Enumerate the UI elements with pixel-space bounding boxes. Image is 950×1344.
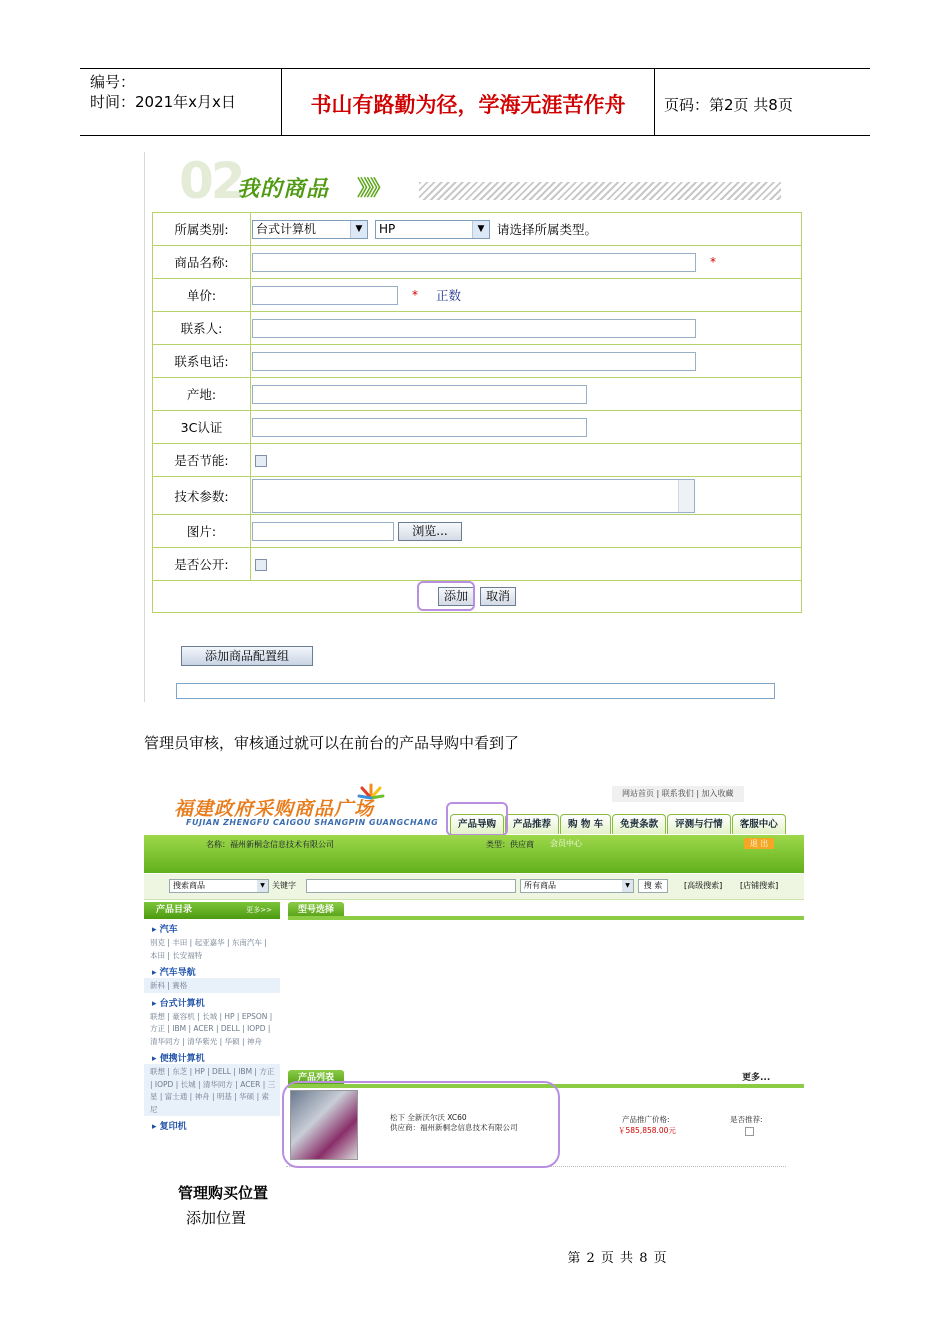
paragraph-review: 管理员审核，审核通过就可以在前台的产品导购中看到了 xyxy=(144,734,520,752)
tab-cart[interactable]: 购 物 车 xyxy=(560,814,611,834)
tab-review[interactable]: 评测与行情 xyxy=(667,814,731,834)
tab-service[interactable]: 客服中心 xyxy=(732,814,786,834)
spec-label: 技术参数: xyxy=(153,477,251,515)
page-footer: 第 2 页 共 8 页 xyxy=(567,1251,668,1266)
contact-label: 联系人: xyxy=(153,312,251,345)
page-header xyxy=(80,68,870,136)
category-items[interactable]: 联想 | 豪容机 | 长城 | HP | EPSON | 方正 | IBM | ACER | DELL | IOPD | 清华同方 | 清华紫光 | 华硕 | 神舟 xyxy=(150,1011,273,1046)
image-label: 图片: xyxy=(153,515,251,548)
recommend-checkbox[interactable] xyxy=(745,1127,754,1136)
product-form-screenshot xyxy=(144,152,804,702)
category-copiers[interactable]: ▸ 复印机 xyxy=(152,1122,187,1132)
category-hint: 请选择所属类型。 xyxy=(496,222,597,237)
member-center-link[interactable]: 会员中心 xyxy=(550,839,582,848)
search-button[interactable]: 搜 索 xyxy=(638,879,668,893)
category-label: 所属类别: xyxy=(153,213,251,246)
required-mark: * xyxy=(412,288,418,302)
category-cars[interactable]: ▸ 汽车 xyxy=(152,925,178,935)
banner-hatch xyxy=(419,182,781,200)
recommend-label: 是否推荐: xyxy=(730,1115,763,1124)
shop-search-link[interactable]: [店铺搜索] xyxy=(740,881,779,890)
product-title[interactable]: 松下 全新沃尔沃 XC60 xyxy=(390,1113,467,1122)
brand-select[interactable]: HP ▼ xyxy=(375,220,490,239)
price-label: 产品推广价格: xyxy=(622,1115,670,1124)
tab-product-guide[interactable]: 产品导购 xyxy=(450,814,504,834)
user-bar xyxy=(144,835,804,873)
chevron-down-icon: ▼ xyxy=(350,221,367,238)
form-actions xyxy=(153,581,802,613)
public-label: 是否公开: xyxy=(153,548,251,581)
origin-input[interactable] xyxy=(252,385,587,404)
site-logo-en: FUJIAN ZHENGFU CAIGOU SHANGPIN GUANGCHANG xyxy=(186,818,439,827)
sidebar-more-link[interactable]: 更多>> xyxy=(246,906,272,914)
banner-title: 我的商品 xyxy=(237,177,330,202)
section-subtitle: 添加位置 xyxy=(186,1209,247,1227)
category-items[interactable]: 联想 | 东芝 | HP | DELL | IBM | 方正 | IOPD | 长城 | 清华同方 | ACER | 三星 | 富士通 | 神舟 | 明基 | 华硕 | 索尼 xyxy=(144,1064,280,1116)
cancel-button[interactable]: 取消 xyxy=(480,587,516,606)
add-config-group-button[interactable]: 添加商品配置组 xyxy=(181,646,313,666)
tab-disclaimer[interactable]: 免责条款 xyxy=(612,814,666,834)
product-name-label: 商品名称: xyxy=(153,246,251,279)
sidebar-title: 产品目录 更多>> xyxy=(144,902,280,919)
price-hint: 正数 xyxy=(436,288,462,303)
banner-arrows-icon: 》》》 xyxy=(357,176,387,200)
header-page-info: 页码：第2页 共8页 xyxy=(664,95,793,114)
sun-logo-icon xyxy=(356,782,386,812)
required-mark: * xyxy=(710,255,716,269)
product-highlight xyxy=(282,1081,560,1168)
product-price: ￥585,858.00元 xyxy=(618,1126,676,1135)
scrollbar[interactable] xyxy=(678,480,694,512)
product-supplier: 供应商：福州新桐念信息技术有限公司 xyxy=(390,1123,518,1132)
user-type: 类型：供应商 xyxy=(486,840,534,849)
contact-input[interactable] xyxy=(252,319,696,338)
logout-button[interactable]: 退 出 xyxy=(744,838,774,849)
header-motto: 书山有路勤为径，学海无涯苦作舟 xyxy=(282,69,655,135)
image-path-input[interactable] xyxy=(252,522,394,541)
browse-button[interactable]: 浏览... xyxy=(398,522,462,541)
energy-checkbox[interactable] xyxy=(255,455,267,467)
product-form xyxy=(152,212,802,613)
tab-recommend[interactable]: 产品推荐 xyxy=(505,814,559,834)
phone-label: 联系电话: xyxy=(153,345,251,378)
product-scope-select[interactable]: 所有商品 ▼ xyxy=(520,879,634,893)
product-catalog-sidebar xyxy=(144,902,280,1172)
cert-input[interactable] xyxy=(252,418,587,437)
origin-label: 产地: xyxy=(153,378,251,411)
chevron-down-icon: ▼ xyxy=(257,880,268,892)
site-logo[interactable]: 福建政府采购商品广场 xyxy=(174,798,375,820)
user-name: 名称：福州新桐念信息技术有限公司 xyxy=(206,840,334,849)
keyword-label: 关键字 xyxy=(272,881,296,890)
banner-number: 02 xyxy=(179,152,243,210)
portal-screenshot xyxy=(144,780,804,1172)
more-link[interactable]: 更多... xyxy=(742,1073,771,1083)
category-select[interactable]: 台式计算机 ▼ xyxy=(252,220,368,239)
category-desktops[interactable]: ▸ 台式计算机 xyxy=(152,998,205,1009)
search-bar xyxy=(144,874,804,900)
spec-textarea[interactable] xyxy=(252,479,695,513)
category-items[interactable]: 别克 | 丰田 | 起亚嘉华 | 东南汽车 | 本田 | 长安福特 xyxy=(150,938,267,960)
add-button-highlight xyxy=(417,581,475,611)
cert-label: 3C认证 xyxy=(153,411,251,444)
phone-input[interactable] xyxy=(252,352,696,371)
config-group-box xyxy=(176,683,775,699)
add-button[interactable]: 添加 xyxy=(438,587,474,606)
top-links[interactable]: 网站首页 | 联系我们 | 加入收藏 xyxy=(612,786,744,802)
price-input[interactable] xyxy=(252,286,398,305)
search-type-select[interactable]: 搜索商品 ▼ xyxy=(169,879,269,893)
public-checkbox[interactable] xyxy=(255,559,267,571)
category-items[interactable]: 新科 | 赛格 xyxy=(144,978,280,993)
section-model-select: 型号选择 xyxy=(288,902,344,918)
tab-highlight xyxy=(446,802,508,836)
time-label: 时间：2021年x月x日 xyxy=(90,93,236,111)
price-label: 单价: xyxy=(153,279,251,312)
number-label: 编号： xyxy=(90,73,136,91)
product-name-input[interactable] xyxy=(252,253,696,272)
advanced-search-link[interactable]: [高级搜索] xyxy=(684,881,723,890)
keyword-input[interactable] xyxy=(306,879,516,893)
energy-label: 是否节能: xyxy=(153,444,251,477)
chevron-down-icon: ▼ xyxy=(472,221,489,238)
section-product-list: 产品列表 xyxy=(288,1070,344,1086)
chevron-down-icon: ▼ xyxy=(622,880,633,892)
category-car-nav[interactable]: ▸ 汽车导航 xyxy=(152,968,196,978)
header-meta xyxy=(80,69,282,135)
my-products-banner xyxy=(179,152,789,210)
category-laptops[interactable]: ▸ 便携计算机 xyxy=(152,1054,205,1064)
section-divider xyxy=(288,916,804,920)
section-title: 管理购买位置 xyxy=(178,1184,269,1202)
